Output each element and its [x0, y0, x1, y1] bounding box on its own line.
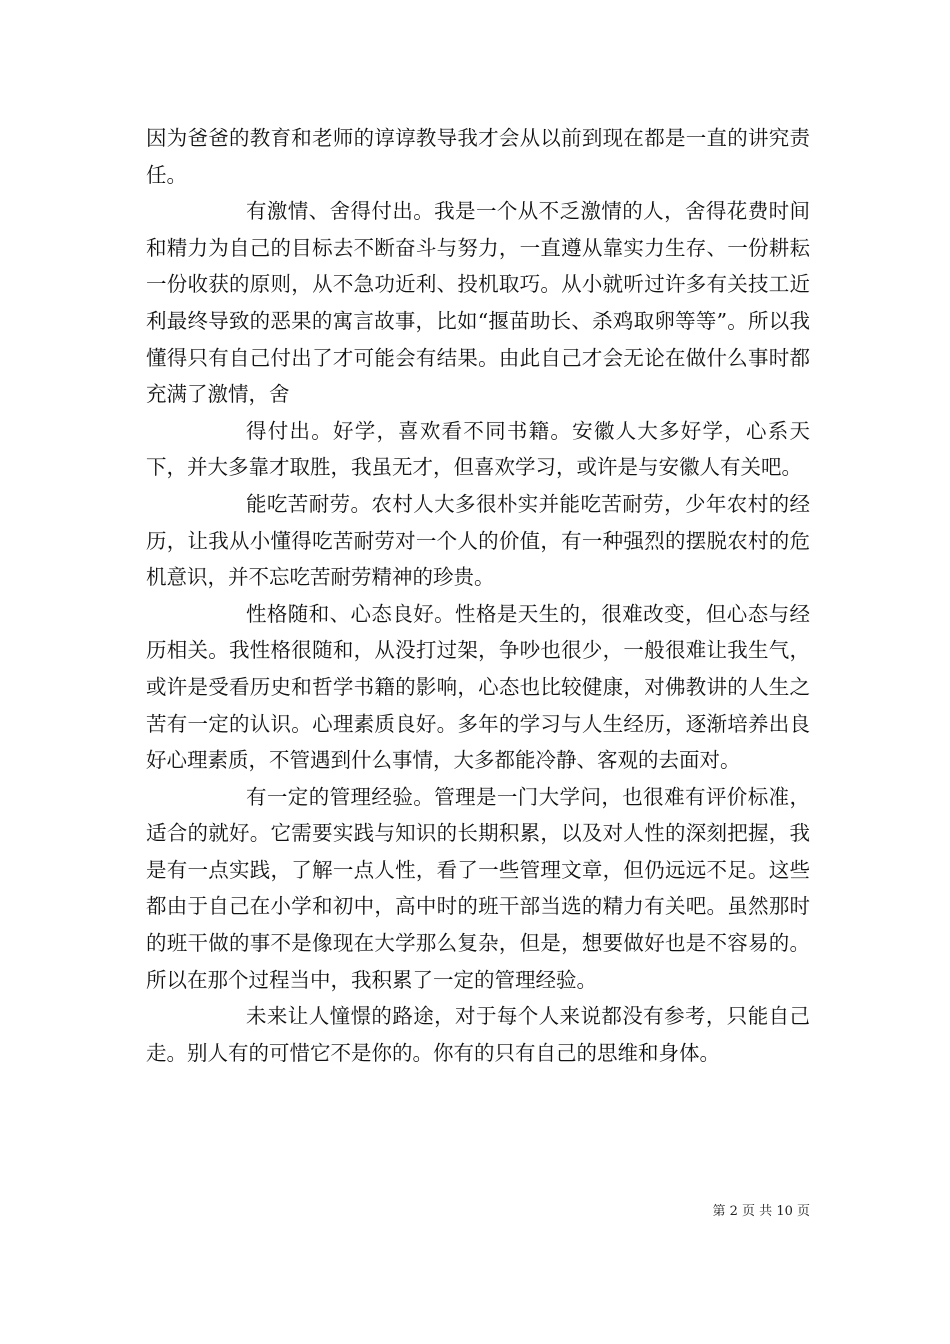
- page-number-footer: 第 2 页 共 10 页: [712, 1204, 810, 1219]
- document-body: [146, 120, 810, 1071]
- paragraph-responsibility-continuation: 因为爸爸的教育和老师的谆谆教导我才会从以前到现在都是一直的讲究责任。: [146, 126, 810, 187]
- paragraph-future: 未来让人憧憬的路途，对于每个人来说都没有参考，只能自己走。别人有的可惜它不是你的。你有的只有自己的思维和身体。: [146, 1004, 810, 1065]
- paragraph-passion: 有激情、舍得付出。我是一个从不乏激情的人，舍得花费时间和精力为自己的目标去不断奋斗与努力，一直遵从靠实力生存、一份耕耘一份收获的原则，从不急功近利、投机取巧。从小就听过许多有关技工近利最终导致的恶果的寓言故事，比如“揠苗助长、杀鸡取卵等等”。所以我懂得只有自己付出了才可能会有结果。由此自己才会无论在做什么事时都充满了激情，舍: [146, 199, 810, 407]
- paragraph-personality: 性格随和、心态良好。性格是天生的，很难改变，但心态与经历相关。我性格很随和，从没打过架，争吵也很少，一般很难让我生气，或许是受看历史和哲学书籍的影响，心态也比较健康，对佛教讲的人生之苦有一定的认识。心理素质良好。多年的学习与人生经历，逐渐培养出良好心理素质，不管遇到什么事情，大多都能冷静、客观的去面对。: [146, 601, 810, 773]
- paragraph-hardworking: 能吃苦耐劳。农村人大多很朴实并能吃苦耐劳，少年农村的经历，让我从小懂得吃苦耐劳对一个人的价值，有一种强烈的摆脱农村的危机意识，并不忘吃苦耐劳精神的珍贵。: [146, 491, 810, 590]
- paragraph-management: 有一定的管理经验。管理是一门大学问，也很难有评价标准，适合的就好。它需要实践与知识的长期积累，以及对人性的深刻把握，我是有一点实践，了解一点人性，看了一些管理文章，但仍远远不足。这些都由于自己在小学和初中，高中时的班干部当选的精力有关吧。虽然那时的班干做的事不是像现在大学那么复杂，但是，想要做好也是不容易的。所以在那个过程当中，我积累了一定的管理经验。: [146, 784, 810, 992]
- paragraph-studious: 得付出。好学，喜欢看不同书籍。安徽人大多好学，心系天下，并大多靠才取胜，我虽无才，但喜欢学习，或许是与安徽人有关吧。: [146, 418, 810, 480]
